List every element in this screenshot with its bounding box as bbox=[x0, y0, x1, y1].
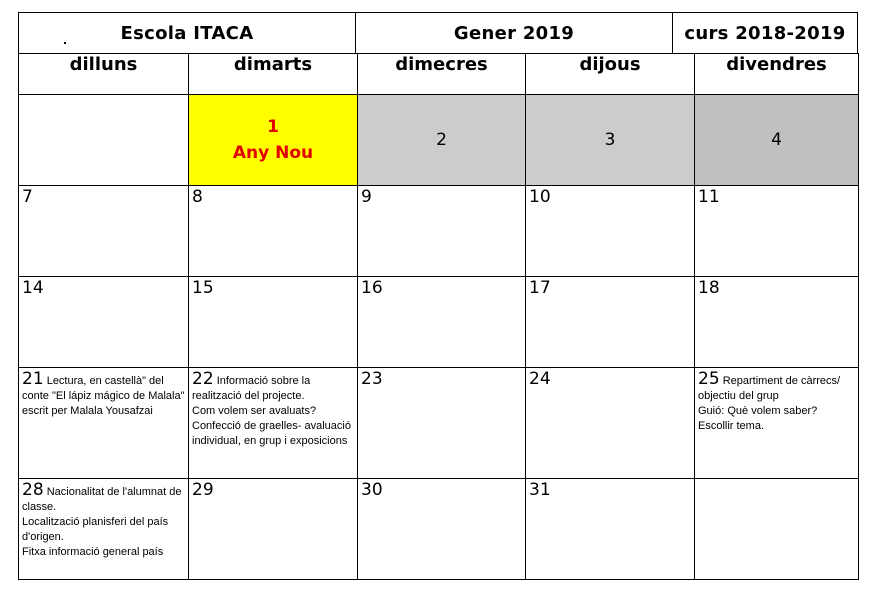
day-number-18: 18 bbox=[698, 278, 720, 298]
weekday-wednesday: dimecres bbox=[358, 54, 526, 95]
day-number-11: 11 bbox=[698, 187, 720, 207]
day-number-28: 28 bbox=[22, 480, 44, 500]
day-number-21: 21 bbox=[22, 369, 44, 389]
activity-note-28c: Fitxa informació general país bbox=[22, 546, 164, 558]
week-row-4 bbox=[19, 368, 859, 479]
day-cell-29 bbox=[189, 479, 358, 580]
day-cell-empty-end bbox=[695, 479, 859, 580]
day-cell-15 bbox=[189, 277, 358, 368]
day-number-10: 10 bbox=[529, 187, 551, 207]
day-cell-25 bbox=[695, 368, 859, 479]
calendar bbox=[18, 12, 858, 598]
day-cell-24 bbox=[526, 368, 695, 479]
day-cell-21 bbox=[19, 368, 189, 479]
day-cell-18 bbox=[695, 277, 859, 368]
activity-note-28a: Nacionalitat de l'alumnat de classe. bbox=[22, 486, 182, 513]
weekday-friday: divendres bbox=[695, 54, 859, 95]
day-cell-8 bbox=[189, 186, 358, 277]
day-number-29: 29 bbox=[192, 480, 214, 500]
day-cell-4: 4 bbox=[695, 95, 859, 186]
day-number-24: 24 bbox=[529, 369, 551, 389]
day-cell-28 bbox=[19, 479, 189, 580]
holiday-label: Any Nou bbox=[232, 143, 314, 163]
activity-note-22b: Com volem ser avaluats? bbox=[192, 405, 317, 417]
day-number-17: 17 bbox=[529, 278, 551, 298]
week-row-2 bbox=[19, 186, 859, 277]
activity-note-21: Lectura, en castellà" del conte "El lápiz mágico de Malala" escrit per Malala Yousafzai bbox=[22, 375, 185, 417]
day-number-23: 23 bbox=[361, 369, 383, 389]
weekday-row bbox=[19, 54, 859, 95]
day-number-1: 1 bbox=[267, 117, 279, 137]
day-number-7: 7 bbox=[22, 187, 33, 207]
day-cell-9 bbox=[358, 186, 526, 277]
day-number-14: 14 bbox=[22, 278, 44, 298]
activity-note-25a: Repartiment de càrrecs/ objectiu del grup bbox=[698, 375, 841, 402]
day-cell-empty bbox=[19, 95, 189, 186]
day-number-8: 8 bbox=[192, 187, 203, 207]
day-cell-23 bbox=[358, 368, 526, 479]
day-cell-31 bbox=[526, 479, 695, 580]
day-number-25: 25 bbox=[698, 369, 720, 389]
week-row-3 bbox=[19, 277, 859, 368]
weekday-tuesday: dimarts bbox=[189, 54, 358, 95]
day-cell-30 bbox=[358, 479, 526, 580]
stray-dot bbox=[64, 42, 66, 44]
day-cell-14 bbox=[19, 277, 189, 368]
activity-note-22c: Confecció de graelles- avaluació individual, en grup i exposicions bbox=[192, 420, 351, 447]
weekday-thursday: dijous bbox=[526, 54, 695, 95]
activity-note-28b: Localització planisferi del país d'origen. bbox=[22, 516, 169, 543]
day-cell-7 bbox=[19, 186, 189, 277]
week-row-5 bbox=[19, 479, 859, 580]
day-cell-16 bbox=[358, 277, 526, 368]
activity-note-25c: Escollir tema. bbox=[698, 420, 765, 432]
day-number-30: 30 bbox=[361, 480, 383, 500]
activity-note-25b: Guió: Què volem saber? bbox=[698, 405, 818, 417]
calendar-grid bbox=[18, 53, 859, 580]
weekday-monday: dilluns bbox=[19, 54, 189, 95]
day-number-15: 15 bbox=[192, 278, 214, 298]
day-cell-3: 3 bbox=[526, 95, 695, 186]
day-number-16: 16 bbox=[361, 278, 383, 298]
day-cell-17 bbox=[526, 277, 695, 368]
day-cell-1 bbox=[189, 95, 358, 186]
week-row-1 bbox=[19, 95, 859, 186]
day-cell-2: 2 bbox=[358, 95, 526, 186]
school-name: Escola ITACA bbox=[18, 12, 356, 54]
day-number-9: 9 bbox=[361, 187, 372, 207]
day-cell-11 bbox=[695, 186, 859, 277]
activity-note-22a: Informació sobre la realització del projecte. bbox=[192, 375, 311, 402]
day-number-31: 31 bbox=[529, 480, 551, 500]
month-title: Gener 2019 bbox=[355, 12, 673, 54]
day-cell-10 bbox=[526, 186, 695, 277]
day-cell-22 bbox=[189, 368, 358, 479]
course-year: curs 2018-2019 bbox=[672, 12, 858, 54]
day-number-22: 22 bbox=[192, 369, 214, 389]
